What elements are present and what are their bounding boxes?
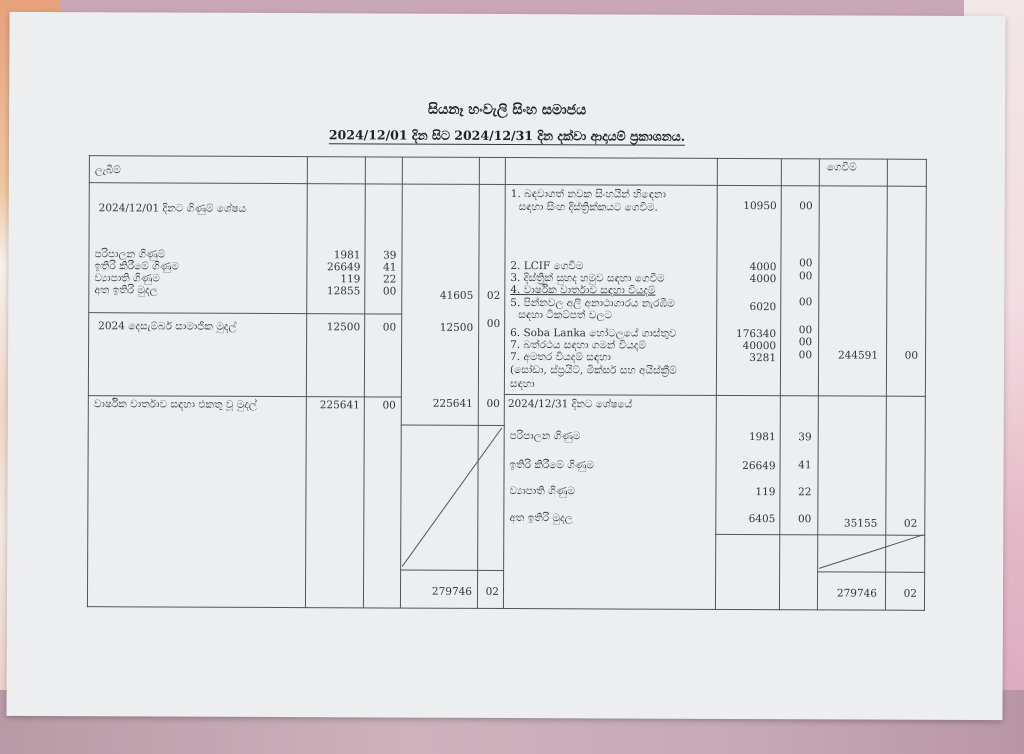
diagonal-strike	[819, 534, 923, 568]
expense-cts: 00	[798, 349, 813, 362]
account-cts: 39	[383, 249, 397, 262]
account-label: ඉතිරි කිරීමේ ගිණුම	[94, 260, 180, 273]
income-grand-total-rs: 279746	[431, 585, 473, 598]
closing-rs: 26649	[742, 460, 776, 473]
account-cts: 41	[383, 261, 397, 274]
expense-rs: 4000	[749, 261, 777, 274]
expense-cts: 00	[799, 200, 813, 213]
account-rs: 1981	[333, 249, 361, 262]
closing-rs: 119	[755, 486, 776, 499]
account-rs: 119	[340, 273, 361, 286]
cancel-strokes	[6, 12, 1005, 720]
expense-rs: 3281	[749, 352, 777, 365]
expense-grand-total-cts: 02	[903, 587, 918, 600]
income-header: ලැබීම්	[94, 164, 121, 177]
expense-line: 4. වාර්ෂික වාර්තාව සඳහා වියදම්	[510, 284, 656, 297]
expense-total-cts: 00	[904, 349, 919, 362]
expense-header: ගෙවීම්	[826, 161, 857, 174]
expense-total-rs: 244591	[837, 349, 879, 362]
annual-total-cts: 00	[486, 397, 500, 410]
annual-rs: 225641	[319, 399, 360, 412]
expense-line: 3. දිස්ත්‍රික් සුහද හමුව සඳහා ගෙවීම	[510, 272, 665, 285]
expense-line: සඳහා	[509, 378, 535, 391]
closing-total-cts: 02	[903, 517, 918, 530]
expense-line: සඳහා ටිකට්පත් වලට	[518, 309, 612, 322]
expense-cts: 00	[798, 270, 813, 283]
expense-rs: 6020	[749, 301, 777, 314]
expense-rs: 10950	[743, 200, 777, 213]
expense-rs: 4000	[749, 273, 777, 286]
closing-cts: 00	[797, 513, 812, 526]
expense-rs: 40000	[742, 340, 777, 353]
closing-cts: 22	[798, 486, 812, 499]
expense-line: (සෝඩා, ස්ප්‍රයිට්, මික්සර් සහ අයිස්ක්‍රීම්	[509, 364, 677, 377]
expense-line: 6. Soba Lanka හෝටලයේ ගාස්තුව	[510, 327, 677, 340]
expense-line: සඳහා සිංහ දිස්ත්‍රික්කයට ගෙවීම.	[518, 201, 658, 214]
expense-cts: 00	[798, 336, 813, 349]
expense-line: 2. LCIF ගෙවීම	[510, 260, 584, 273]
dec-fee-rs: 12500	[326, 321, 361, 334]
account-label: පරිපාලන ගිණුම්	[94, 248, 166, 261]
closing-total-rs: 35155	[843, 517, 878, 530]
annual-total-rs: 225641	[432, 397, 473, 410]
closing-cts: 39	[798, 431, 812, 444]
dec-fee-cts: 00	[382, 321, 397, 334]
opening-balance-label: 2024/12/01 දිනට ගිණුම් ශේෂය	[98, 202, 247, 215]
account-cts: 00	[382, 285, 397, 298]
closing-account-label: ඉතිරි කිරීමේ ගිණුම	[509, 459, 595, 472]
closing-rs: 6405	[748, 513, 776, 526]
account-rs: 12855	[326, 285, 361, 298]
account-cts: 22	[382, 273, 397, 286]
dec-fee-label: 2024 දෙසැම්බර් සාමාජික මුදල්	[98, 320, 237, 333]
expense-line: 5. පින්නවල අලි අනාථාගාරය නැරඹීම	[510, 297, 675, 310]
document-subtitle: 2024/12/01 දින සිට 2024/12/31 දින දක්වා ආදායම් ප්‍රකාශනය.	[328, 127, 686, 144]
account-label: ව්‍යාපාති ගිණුම	[94, 272, 160, 285]
closing-balance-label: 2024/12/31 දිනට ශේෂයේ	[507, 398, 633, 411]
expense-cts: 00	[799, 257, 813, 270]
dec-fee-total-cts: 00	[486, 317, 501, 330]
document-sheet	[6, 12, 1005, 720]
opening-total-cts: 02	[486, 289, 501, 302]
document-title: සියනෑ හංවැලි සිංහ සමාජය	[427, 101, 587, 119]
annual-collection-label: වාර්ෂික වාර්තාව සඳහා එකතු වූ මුදල්	[93, 398, 257, 411]
expense-rs: 176340	[736, 328, 777, 341]
dec-fee-total-rs: 12500	[439, 321, 474, 334]
income-grand-total-cts: 02	[485, 585, 500, 598]
expense-grand-total-rs: 279746	[836, 587, 878, 600]
closing-cts: 41	[798, 459, 812, 472]
expense-line: 1. බඳවාගත් නවක සිංහයින් හිඳෙනා	[510, 188, 666, 201]
opening-total-rs: 41605	[439, 289, 474, 302]
account-label: අත ඉතිරි මුදල	[94, 284, 158, 297]
expense-line: 7. අමතර වියදම් සඳහා	[510, 351, 611, 364]
closing-rs: 1981	[748, 431, 776, 444]
diagonal-strike	[402, 428, 502, 567]
closing-account-label: අත ඉතිරි මුදල	[509, 512, 573, 525]
expense-cts: 00	[798, 324, 813, 337]
account-rs: 26649	[326, 261, 361, 274]
annual-cts: 00	[382, 399, 396, 412]
expense-line: 7. බත්රථය සඳහා ගමන් වියදම්	[510, 339, 647, 352]
expense-cts: 00	[798, 296, 813, 309]
closing-account-label: ව්‍යාපාති ගිණුම	[509, 485, 575, 498]
closing-account-label: පරිපාලන ගිණුම	[509, 430, 581, 443]
